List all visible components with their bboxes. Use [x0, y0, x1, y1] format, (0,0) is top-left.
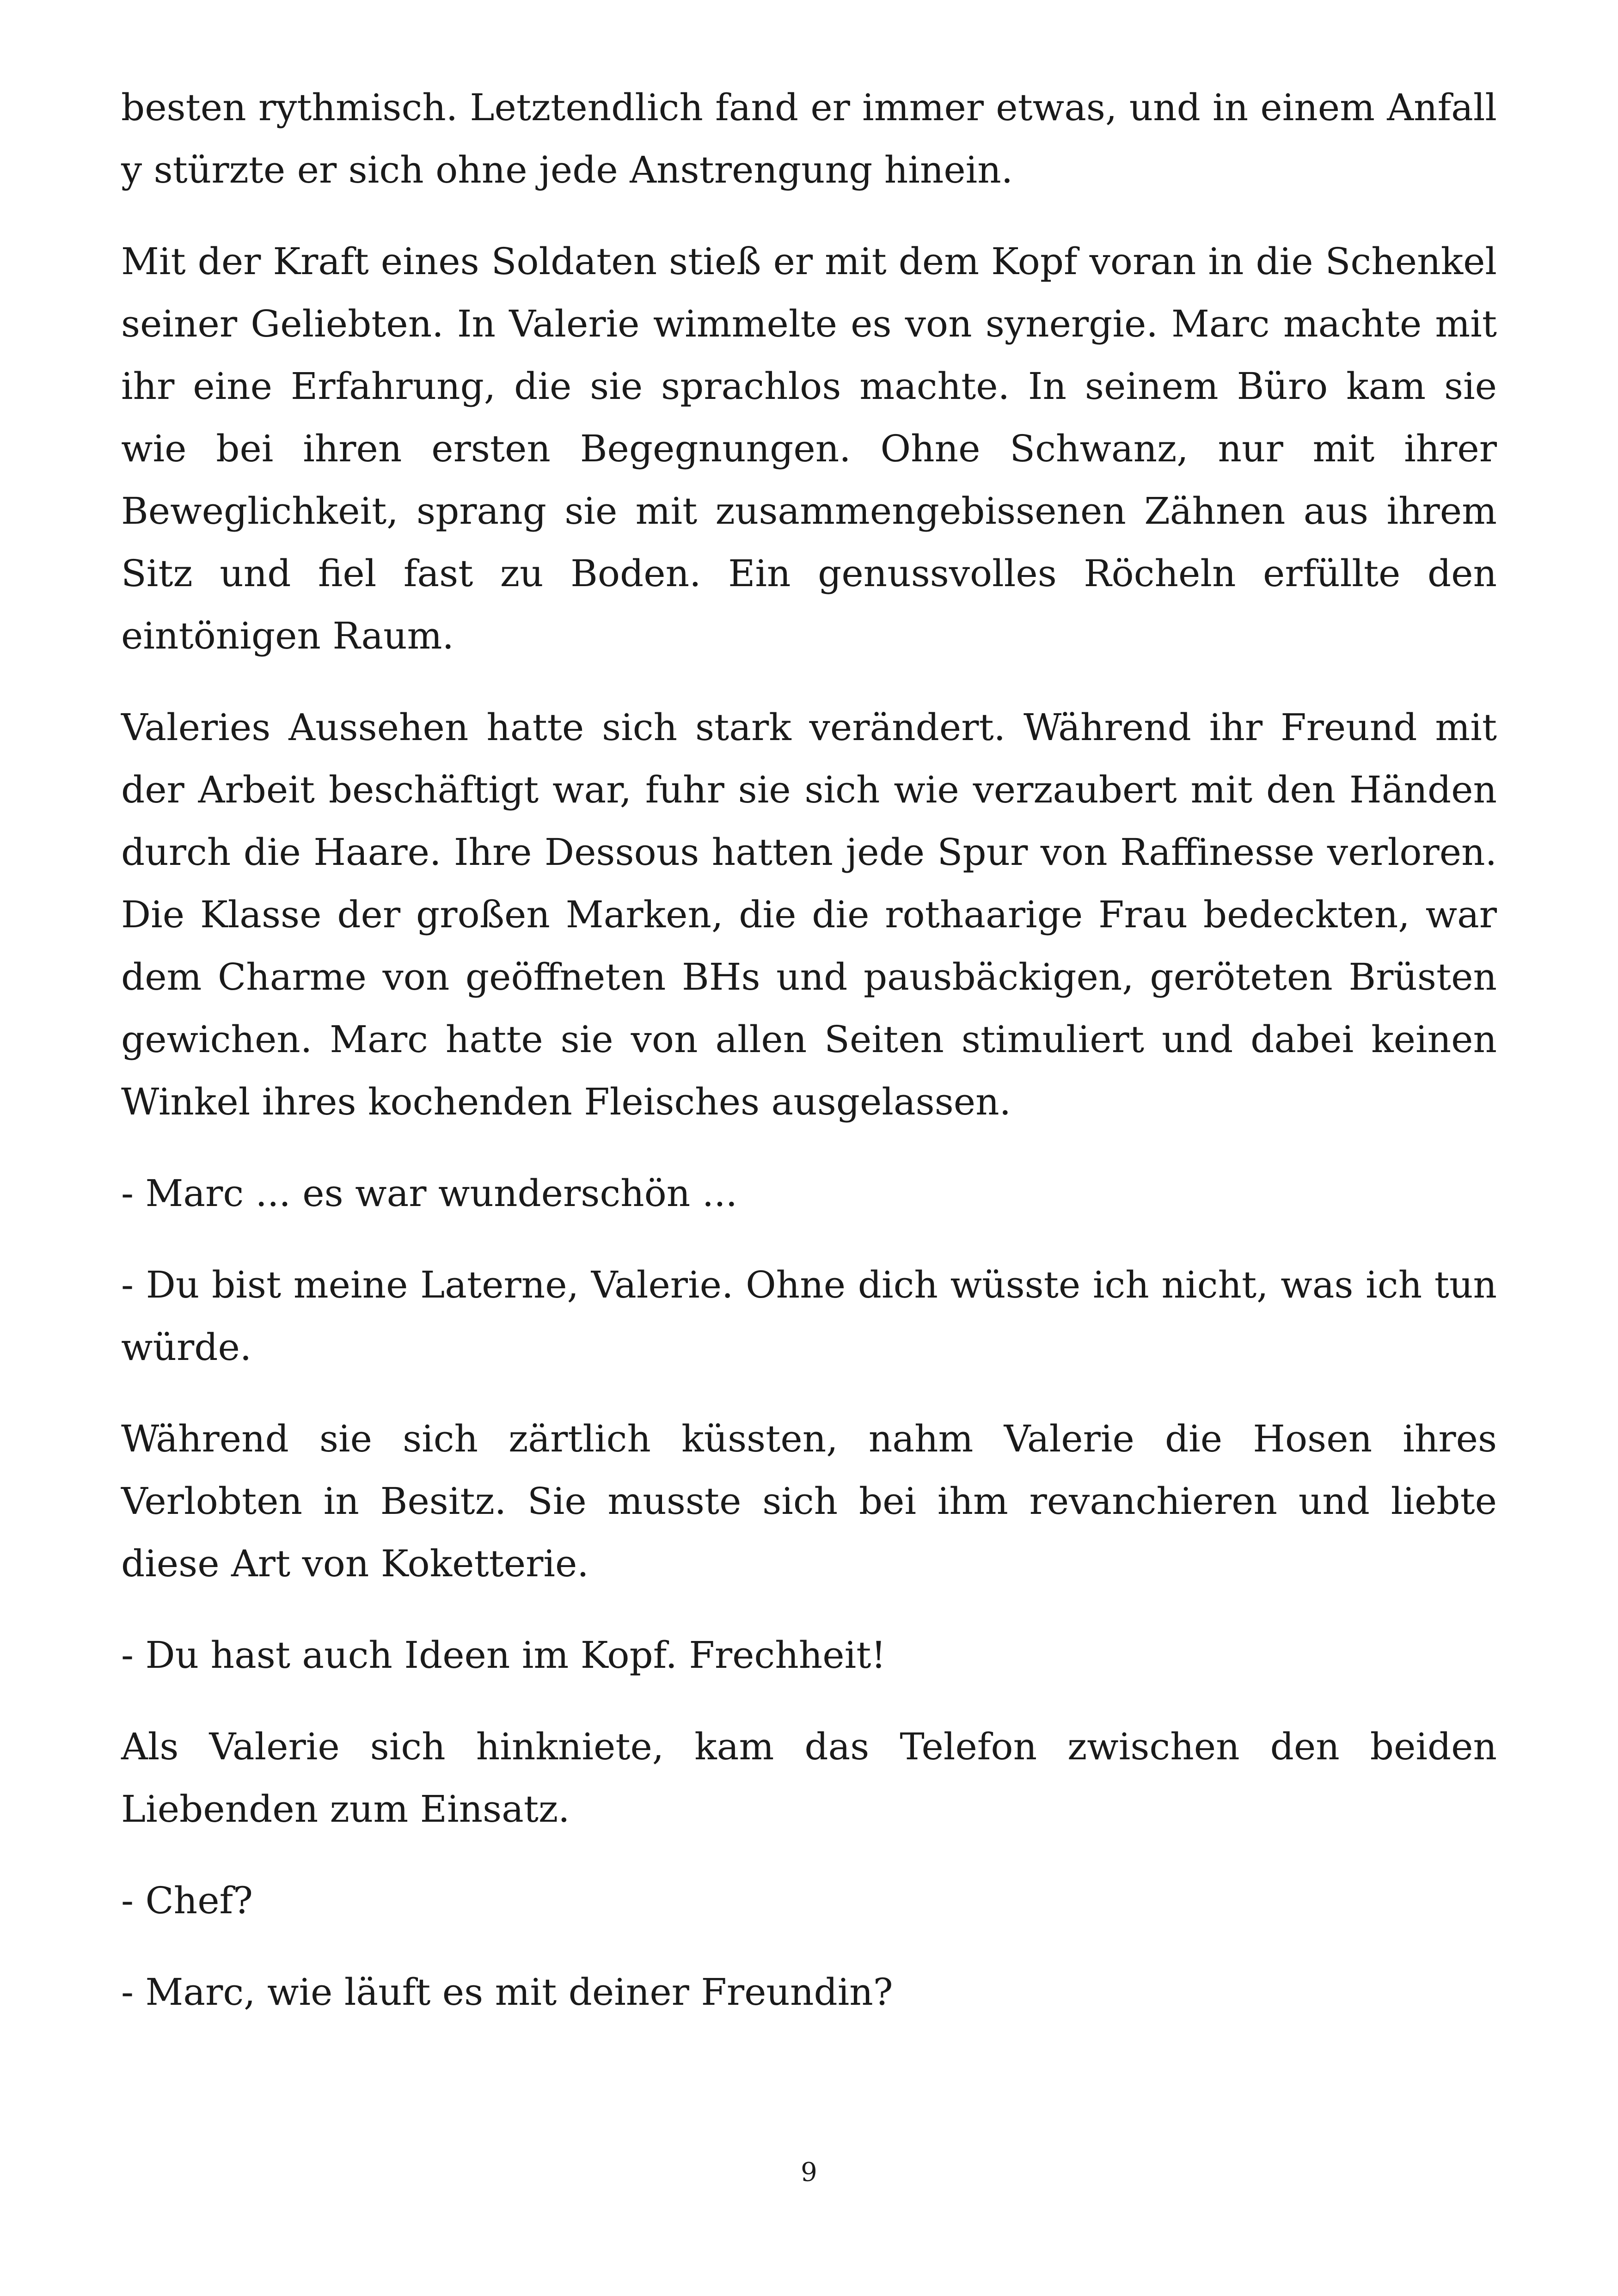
dialogue-line: - Marc, wie läuft es mit deiner Freundin? — [121, 1971, 893, 2014]
dialogue-line: - Marc ... es war wunderschön ... — [121, 1172, 738, 1215]
paragraph: Mit der Kraft eines Soldaten stieß er mit dem Kopf voran in die Schenkel seiner Geliebten. In Valerie wimmelte es von synergie. Marc machte mit ihr eine Erfahrung, die sie sprachlos machte. In seinem Büro kam sie wie bei ihren ersten Begegnungen. Ohne Schwanz, nur mit ihrer Beweglichkeit, sprang sie mit zusammengebissenen Zähnen aus ihrem Sitz und fiel fast zu Boden. Ein genussvolles Röcheln erfüllte den eintönigen Raum. — [121, 240, 1497, 657]
paragraph: Während sie sich zärtlich küssten, nahm Valerie die Hosen ihres Verlobten in Besitz. Sie musste sich bei ihm revanchieren und liebte diese Art von Koketterie. — [121, 1417, 1497, 1585]
paragraph: Als Valerie sich hinkniete, kam das Telefon zwischen den beiden Liebenden zum Einsatz. — [121, 1725, 1497, 1831]
dialogue-line: - Chef? — [121, 1879, 253, 1922]
dialogue-line: - Du hast auch Ideen im Kopf. Frechheit! — [121, 1634, 886, 1677]
page-body — [121, 76, 1497, 2052]
paragraph: Valeries Aussehen hatte sich stark verändert. Während ihr Freund mit der Arbeit beschäftigt war, fuhr sie sich wie verzaubert mit den Händen durch die Haare. Ihre Dessous hatten jede Spur von Raffinesse verloren. Die Klasse der großen Marken, die die rothaarige Frau bedeckten, war dem Charme von geöffneten BHs und pausbäckigen, geröteten Brüsten gewichen. Marc hatte sie von allen Seiten stimuliert und dabei keinen Winkel ihres kochenden Fleisches ausgelassen. — [121, 706, 1497, 1123]
paragraph: besten rythmisch. Letztendlich fand er immer etwas, und in einem Anfall y stürzte er sich ohne jede Anstrengung hinein. — [121, 86, 1497, 191]
page-number: 9 — [801, 2157, 817, 2187]
dialogue-line: - Du bist meine Laterne, Valerie. Ohne dich wüsste ich nicht, was ich tun würde. — [121, 1263, 1497, 1369]
